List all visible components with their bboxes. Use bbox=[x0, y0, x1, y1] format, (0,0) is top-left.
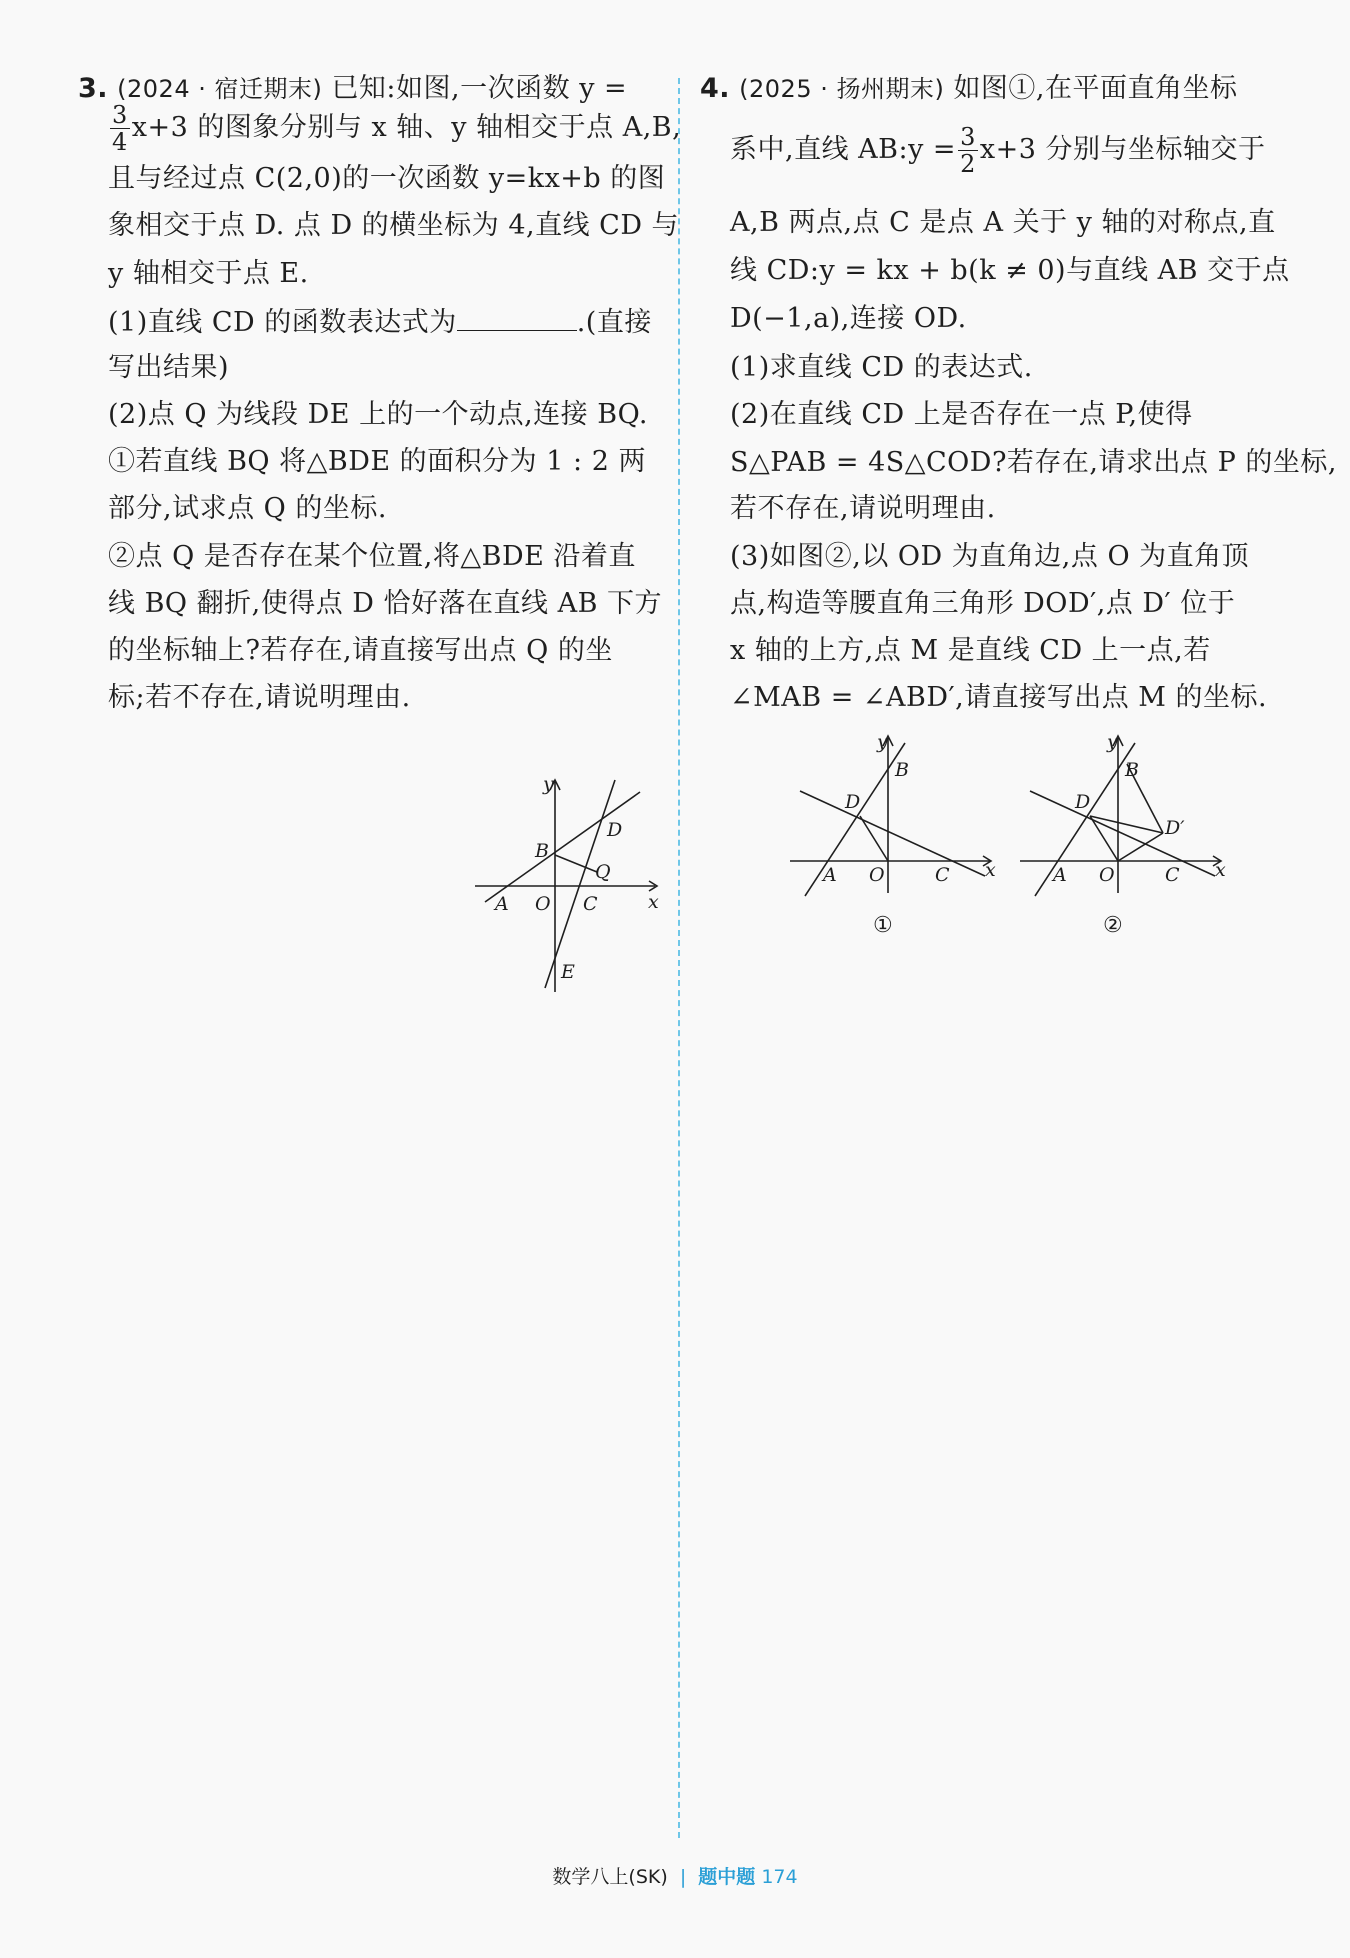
q3-label-e: E bbox=[561, 961, 575, 983]
q4-line-11: 点,构造等腰直角三角形 DOD′,点 D′ 位于 bbox=[730, 588, 1236, 619]
q4-f1-label-o: O bbox=[869, 864, 885, 886]
q4-line-7: (2)在直线 CD 上是否存在一点 P,使得 bbox=[730, 399, 1193, 430]
column-divider bbox=[678, 78, 680, 1838]
line-ab bbox=[805, 743, 905, 896]
q4-source: (2025 · 扬州期末) bbox=[739, 75, 945, 103]
q4-line-6: (1)求直线 CD 的表达式. bbox=[730, 352, 1033, 383]
q4-f2-label-o: O bbox=[1099, 864, 1115, 886]
q3-line-11: ②点 Q 是否存在某个位置,将△BDE 沿着直 bbox=[108, 541, 636, 572]
q3-answer-blank[interactable] bbox=[457, 304, 577, 331]
q4-f2-label-x: x bbox=[1215, 859, 1226, 881]
q4-figure-1-caption: ① bbox=[873, 913, 893, 938]
q3-line-9: ①若直线 BQ 将△BDE 的面积分为 1 : 2 两 bbox=[108, 446, 646, 477]
q4-f2-label-d: D bbox=[1075, 791, 1091, 813]
q3-line-2-text: x+3 的图象分别与 x 轴、y 轴相交于点 A,B, bbox=[131, 112, 682, 143]
q3-line-3: 且与经过点 C(2,0)的一次函数 y=kx+b 的图 bbox=[108, 163, 666, 194]
q4-line-13: ∠MAB = ∠ABD′,请直接写出点 M 的坐标. bbox=[730, 682, 1268, 713]
segment-dd-prime bbox=[1090, 816, 1163, 833]
q3-frac-numerator: 3 bbox=[112, 101, 128, 129]
q4-f2-label-c: C bbox=[1165, 864, 1180, 886]
q4-f2-label-d-prime: D′ bbox=[1165, 817, 1185, 839]
line-ab bbox=[1035, 743, 1135, 896]
q3-line-1 bbox=[78, 72, 627, 106]
footer-page-number: 174 bbox=[761, 1866, 798, 1888]
q4-line-2-tail: x+3 分别与坐标轴交于 bbox=[979, 134, 1266, 165]
q4-fraction bbox=[958, 124, 978, 177]
q3-number: 3. bbox=[78, 73, 109, 104]
q3-label-b: B bbox=[535, 840, 549, 862]
q4-f2-label-y: y bbox=[1107, 731, 1118, 753]
q3-label-x: x bbox=[648, 891, 659, 913]
q4-line-2 bbox=[730, 124, 1265, 177]
q4-line-9: 若不存在,请说明理由. bbox=[730, 493, 996, 524]
q3-line-5: y 轴相交于点 E. bbox=[108, 258, 309, 289]
q3-label-y: y bbox=[543, 773, 554, 795]
q3-line-7: 写出结果) bbox=[108, 352, 230, 383]
q3-line-4: 象相交于点 D. 点 D 的横坐标为 4,直线 CD 与 bbox=[108, 210, 680, 241]
q3-line-12: 线 BQ 翻折,使得点 D 恰好落在直线 AB 下方 bbox=[108, 588, 663, 619]
page-footer bbox=[0, 1862, 1350, 1889]
q3-line-6 bbox=[108, 304, 652, 340]
q4-f1-label-a: A bbox=[823, 864, 837, 886]
q4-f1-label-y: y bbox=[877, 731, 888, 753]
q4-f1-label-x: x bbox=[985, 859, 996, 881]
q4-figure-2-caption: ② bbox=[1103, 913, 1123, 938]
q4-line-10: (3)如图②,以 OD 为直角边,点 O 为直角顶 bbox=[730, 541, 1250, 572]
footer-separator: | bbox=[679, 1866, 687, 1888]
segment-od-prime bbox=[1118, 833, 1163, 861]
footer-subject: 数学八上(SK) bbox=[552, 1866, 668, 1888]
q3-line-8: (2)点 Q 为线段 DE 上的一个动点,连接 BQ. bbox=[108, 399, 648, 430]
q3-label-a: A bbox=[495, 893, 509, 915]
q4-f1-label-b: B bbox=[895, 759, 909, 781]
q4-line-1 bbox=[700, 72, 1238, 106]
q3-line-10: 部分,试求点 Q 的坐标. bbox=[108, 493, 387, 524]
segment-od bbox=[1090, 816, 1118, 861]
q4-figure-1 bbox=[785, 728, 1000, 948]
q4-f2-label-a: A bbox=[1053, 864, 1067, 886]
q3-label-c: C bbox=[583, 893, 598, 915]
q4-figure-2 bbox=[1015, 728, 1230, 948]
segment-bq bbox=[555, 855, 597, 872]
q4-frac-denominator: 2 bbox=[960, 150, 976, 178]
q4-line-2-head: 系中,直线 AB:y = bbox=[730, 134, 957, 165]
q3-fraction bbox=[110, 102, 130, 155]
q4-frac-numerator: 3 bbox=[960, 123, 976, 151]
q3-line-1-text: 已知:如图,一次函数 y = bbox=[331, 73, 628, 104]
q4-f1-label-c: C bbox=[935, 864, 950, 886]
q3-label-q: Q bbox=[595, 861, 611, 883]
q3-part1-tail: .(直接 bbox=[576, 307, 652, 338]
q3-label-d: D bbox=[607, 819, 623, 841]
q3-frac-denominator: 4 bbox=[112, 128, 128, 156]
q3-figure bbox=[465, 770, 665, 1000]
footer-brand: 题中题 bbox=[698, 1866, 756, 1888]
q3-line-13: 的坐标轴上?若存在,请直接写出点 Q 的坐 bbox=[108, 635, 613, 666]
q3-label-o: O bbox=[535, 893, 551, 915]
q4-number: 4. bbox=[700, 73, 731, 104]
q3-source: (2024 · 宿迁期末) bbox=[117, 75, 323, 103]
q4-line-8: S△PAB = 4S△COD?若存在,请求出点 P 的坐标, bbox=[730, 447, 1337, 478]
q4-line-12: x 轴的上方,点 M 是直线 CD 上一点,若 bbox=[730, 635, 1211, 666]
q3-line-2 bbox=[108, 102, 681, 155]
q4-f2-label-b: B bbox=[1125, 759, 1139, 781]
q3-line-14: 标;若不存在,请说明理由. bbox=[108, 682, 411, 713]
q4-line-3: A,B 两点,点 C 是点 A 关于 y 轴的对称点,直 bbox=[730, 207, 1276, 238]
q4-line-5: D(−1,a),连接 OD. bbox=[730, 303, 967, 334]
q4-f1-label-d: D bbox=[845, 791, 861, 813]
segment-od bbox=[860, 816, 888, 861]
q4-line-1-text: 如图①,在平面直角坐标 bbox=[953, 73, 1238, 104]
q4-line-4: 线 CD:y = kx + b(k ≠ 0)与直线 AB 交于点 bbox=[730, 255, 1290, 286]
q3-part1-prompt: (1)直线 CD 的函数表达式为 bbox=[108, 307, 457, 338]
